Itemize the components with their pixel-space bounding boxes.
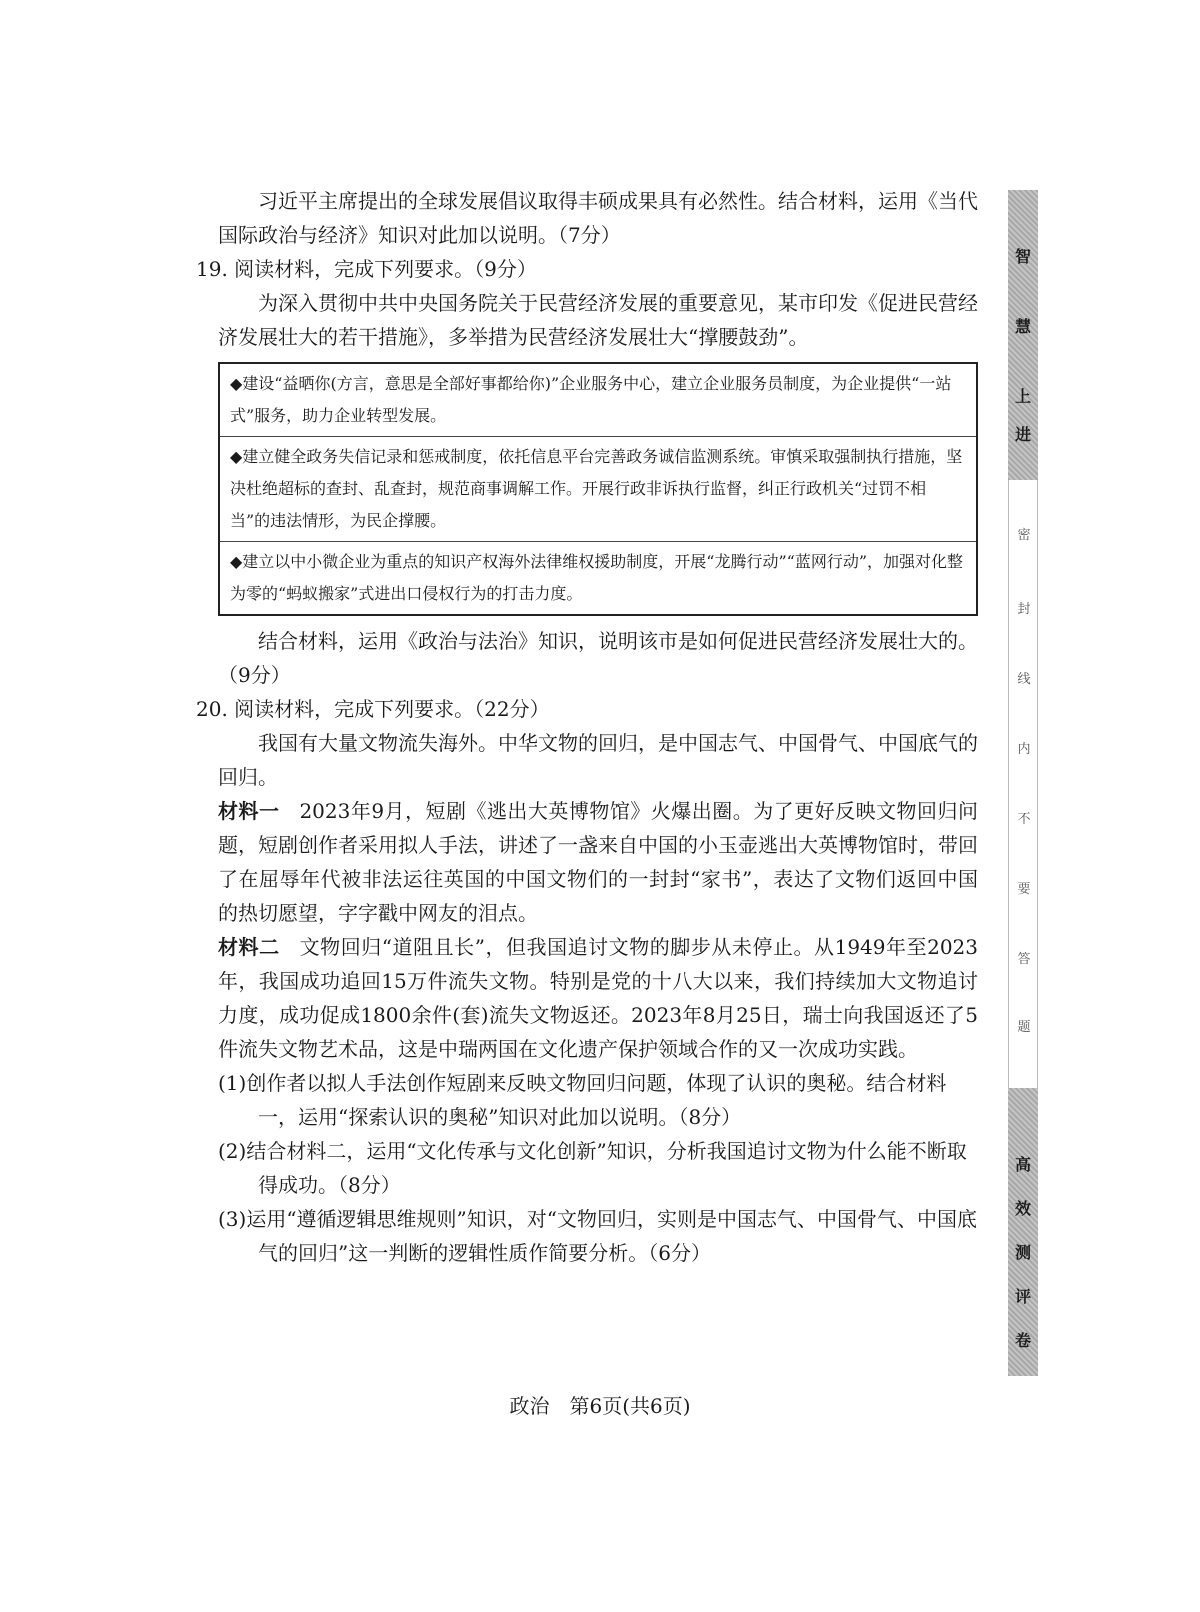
side-char: 高: [1014, 1155, 1031, 1174]
q19-title: 19. 阅读材料，完成下列要求。（9分）: [196, 257, 537, 281]
q20-paragraph: 我国有大量文物流失海外。中华文物的回归，是中国志气、中国骨气、中国底气的回归。: [218, 731, 978, 789]
box-item-1: ◆建设“益晒你(方言，意思是全部好事都给你)”企业服务中心，建立企业服务员制度，为企业提供“一站式”服务，助力企业转型发展。: [220, 364, 976, 437]
intro-question: 习近平主席提出的全球发展倡议取得丰硕成果具有必然性。结合材料，运用《当代国际政治与经济》知识对此加以说明。（7分）: [218, 189, 978, 247]
page-footer: 政治 第6页(共6页): [509, 1394, 691, 1418]
q19-paragraph: 为深入贯彻中共中央国务院关于民营经济发展的重要意见，某市印发《促进民营经济发展壮大的若干措施》，多举措为民营经济发展壮大“撑腰鼓劲”。: [218, 291, 978, 349]
side-char: 卷: [1014, 1331, 1031, 1350]
side-binding-strip: [1008, 190, 1038, 1376]
side-char: 慧: [1014, 317, 1031, 336]
side-strip-seal-line: [1008, 480, 1038, 1088]
side-char: 上: [1014, 387, 1031, 406]
q19-question: 结合材料，运用《政治与法治》知识，说明该市是如何促进民营经济发展壮大的。（9分）: [218, 629, 978, 687]
q20-material-1: 材料一 2023年9月，短剧《逃出大英博物馆》火爆出圈。为了更好反映文物回归问题，短剧创作者采用拟人手法，讲述了一盏来自中国的小玉壶逃出大英博物馆时，带回了在屈辱年代被非法运往英国的中国文物们的一封封“家书”，表达了文物们返回中国的热切愿望，字字戳中网友的泪点。: [218, 799, 979, 925]
material-2-label: 材料二: [218, 935, 280, 959]
side-char: 智: [1014, 247, 1031, 266]
q20-sub-1: (1)创作者以拟人手法创作短剧来反映文物回归问题，体现了认识的奥秘。结合材料一，运用“探索认识的奥秘”知识对此加以说明。（8分）: [218, 1071, 947, 1129]
box-item-3: ◆建立以中小微企业为重点的知识产权海外法律维权援助制度，开展“龙腾行动”“蓝网行动”，加强对化整为零的“蚂蚁搬家”式进出口侵权行为的打击力度。: [230, 552, 964, 603]
side-char: 封: [1017, 602, 1031, 617]
q20-material-2: 材料二 文物回归“道阻且长”，但我国追讨文物的脚步从未停止。从1949年至2023年，我国成功追回15万件流失文物。特别是党的十八大以来，我们持续加大文物追讨力度，成功促成1800余件(套)流失文物返还。2023年8月25日，瑞士向我国返还了5件流失文物艺术品，这是中瑞两国在文化遗产保护领域合作的又一次成功实践。: [218, 935, 979, 1061]
side-char: 效: [1014, 1199, 1031, 1218]
q20-sub-3: (3)运用“遵循逻辑思维规则”知识，对“文物回归，实则是中国志气、中国骨气、中国底气的回归”这一判断的逻辑性质作简要分析。（6分）: [218, 1207, 978, 1265]
side-char: 线: [1017, 672, 1031, 687]
side-char: 密: [1017, 528, 1031, 543]
side-char: 评: [1014, 1287, 1031, 1306]
side-char: 题: [1017, 1020, 1031, 1035]
side-strip-top: [1008, 190, 1038, 480]
side-strip-bottom: [1008, 1088, 1038, 1376]
q20-sub-2: (2)结合材料二，运用“文化传承与文化创新”知识，分析我国追讨文物为什么能不断取得成功。（8分）: [218, 1139, 967, 1197]
q20-title: 20. 阅读材料，完成下列要求。（22分）: [196, 697, 550, 721]
side-char: 内: [1017, 742, 1031, 757]
page-content: [196, 184, 979, 1270]
q19-material-box: [218, 362, 978, 616]
box-item-2: ◆建立健全政务失信记录和惩戒制度，依托信息平台完善政务诚信监测系统。审慎采取强制执行措施，坚决杜绝超标的查封、乱查封，规范商事调解工作。开展行政非诉执行监督，纠正行政机关“过罚不相当”的违法情形，为民企撑腰。: [220, 437, 976, 542]
side-char: 进: [1014, 425, 1031, 444]
side-char: 不: [1017, 812, 1031, 827]
side-char: 要: [1017, 882, 1031, 897]
side-char: 测: [1014, 1243, 1031, 1262]
material-1-label: 材料一: [218, 799, 280, 823]
side-char: 答: [1017, 952, 1031, 967]
